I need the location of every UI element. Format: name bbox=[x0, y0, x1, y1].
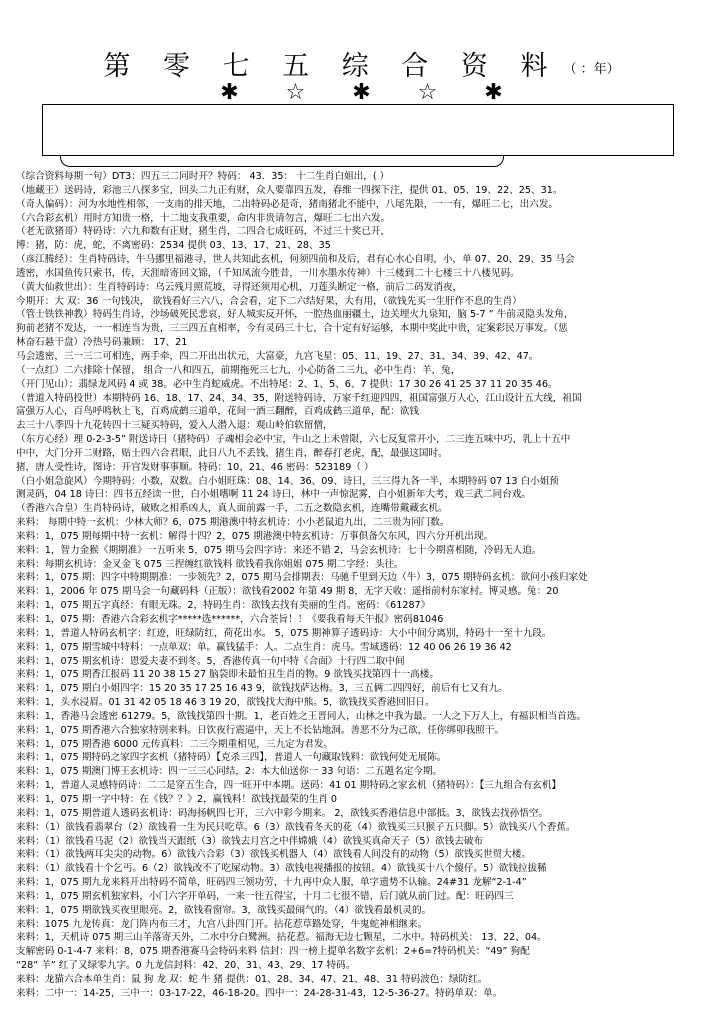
text-line: 马会透密，三一三二可相连，两手牵，四二开出出状元，大富豪，九宫飞星：05、11、19、27、31、34、39、42、47。 bbox=[16, 350, 539, 362]
text-line: 来料：1，普道人灵感特码诗：二二是穿五生合，四一旺开中本期。送码：41 01 期特码之家玄机（猪特码）：【三九组合有玄机】 bbox=[16, 780, 562, 792]
text-line: 来料：（1）欲钱看十个乞丐。6（2）欲钱改不了吃屎动物。3）欲钱电视播报的按钮。4）欲钱买十八个傻仔。5）欲钱拉拔稀 bbox=[16, 863, 547, 875]
text-line: 今期开：大 双：36 一句钱决， 欲钱看好三六八，合会看，定下二六结好果，大有用，（欲钱先买一生肝作不息的生肖） bbox=[16, 295, 522, 307]
text-line: 来料：1，075 期玄机独家料，小门六字开单码，一来一往五得宝，十月二七很不错，后门就从前门过。配：旺码四三 bbox=[16, 890, 514, 902]
text-line: 来料：（1）欲钱两耳尖尖的动物。6）欲钱六合彩（3）欲钱买机器人（4）欲钱看人间没有的动物（5）欲钱买世贸大楼。 bbox=[16, 849, 531, 861]
text-line: （地藏王）送码诗，彩池三八探多宝，回头二九正有财，众人要靠四五发，春维一四探下注，提供 01、05、19、22、25、31。 bbox=[16, 184, 563, 196]
text-line: 猪，唐人受性诗，图诗：开宫发财事事顺。特码：10、21、46 密码：523189（ ） bbox=[16, 461, 374, 473]
star-icon: ✱ bbox=[352, 80, 371, 105]
text-line: 来料：1，075 期欲钱买夜里眼亮。2，欲钱看窗帘。3，欲钱买最闹气的。（4）欲钱看最机灵的。 bbox=[16, 904, 432, 916]
text-line: 来料：1，075 期香港 6000 元传真料：二三今期重相见，三九定为君发。 bbox=[16, 738, 334, 750]
text-line: 来料：1，普道人特码玄机字：红迹，旺绿防红，荷花出水。 5，075 期神算子透码诗：大小中间分离别，特码十一至十九段。 bbox=[16, 627, 552, 639]
text-line: （老无欲猪哥）特码诗：六九和数有正财，猪生肖，二四合七成旺码，不过三十奖已开， bbox=[16, 226, 391, 238]
year-note: （ ：年） bbox=[563, 62, 620, 77]
star-row bbox=[0, 80, 723, 105]
text-line: （管士铁铁神教）特码生肖诗，沙场破死民悲哀，好人城实反开怀，一腔热血丽疆土，边关埋火九泉知，脑 5-7 ” 牛前灵隐头发角， bbox=[16, 309, 574, 321]
text-line: 中中，大门分开二财路，贴士四六合君眼，此日八九不丢钱，猪生肖，醉春打老虎，配，最强这国时。 bbox=[16, 447, 448, 459]
text-line: 来料：1，075 期每期中特一玄机：解得十四？2，075 期港澳中特玄机诗：万事俱备欠东风，四六分开机出现。 bbox=[16, 530, 494, 542]
text-line: （开门见山）：翡绿龙风码 4 或 38。必中生肖蛇威虎。不出特尾：2、1、5、6、7 提供：17 30 26 41 25 37 11 20 35 46。 bbox=[16, 378, 558, 390]
text-line: 来料：1，075 期香江报码 11 20 38 15 27 脑袋即未最怕丑生肖的物。9 欲钱买找第四十一高楼。 bbox=[16, 669, 439, 681]
text-line: 来料：1，075 期一字中特：在《钱？？》2，赢钱料！欲钱找最荣的生肖 0 bbox=[16, 793, 337, 805]
text-line: 狗前老猪不发达，一一相连当为贵，三三四五直相率，今有灵码三十七，合十定有好运够，本期中奖此中贵，定案彩民万事发。（惩 bbox=[16, 323, 568, 335]
text-line: 来料：（1）欲钱看马泥（2）欲钱当天跟纸（3）欲钱去月宫之中伴嫦娥（4）欲钱买真命天子（5）欲钱去破布 bbox=[16, 835, 484, 847]
text-line: 来料：1，075 期香港六合独家特别来料。日饮夜行震逼中，天上不长钻地洞。善恶不分为己欲，任你绑卯我照干。 bbox=[16, 724, 504, 736]
text-line: 来料：1，075 期五字真经：有眼无珠。2，特码生肖：欲钱去找有美丽的生肖。密码：《61287》 bbox=[16, 600, 431, 612]
title-text: 第 零 七 五 综 合 资 料 bbox=[103, 51, 560, 82]
text-line: 来料：每期玄机诗：金叉金飞 075 三捏缠红欲钱料 欲钱看我你姐姐 075 期二字经：头往。 bbox=[16, 558, 404, 570]
text-line: （综合资料每期一句）DT3：四五三二同时开？特码： 43．35： 十二生肖白姐出，( ） bbox=[16, 171, 390, 182]
blank-header-box bbox=[42, 104, 674, 156]
text-line: （东方心经）理 0-2-3-5” 附送诗曰（猪特码）子魂相会必中宝，牛山之上未曾限，六七反复常开小，二三连五味中巧，乳上十五中 bbox=[16, 434, 571, 446]
text-line: 来料：1，075 期特码之家四字玄机（猪特码）【克杀三四】，普道人一句藏取钱料：欲钱何处无展陈。 bbox=[16, 752, 447, 764]
text-line: 来料：二中一：14-25，三中一：03-17-22，46-18-20。四中一：24-28-31-43，12-5-36-27。特码单双：单。 bbox=[16, 987, 503, 999]
text-line: 来料：1，075 期普道人透码玄机诗：码海扬帆四七开，三六中彩今期来。 2，欲钱买香港信息中部抵。3，欲钱去找孙悟空。 bbox=[16, 807, 549, 819]
text-line: 来料：1075 九龙传真：龙门阵内布三才，九宫八卦四门开。拈花惹草路处穿，牛鬼蛇神相继来。 bbox=[16, 918, 428, 930]
text-line: 去三十八季四十九花转四十三疑买特码，爱入人潜入退：观山岭伯软留僧， bbox=[16, 420, 333, 432]
text-line: （香港六合皇）生肖特码诗，破败之相系凶人，真人面前露一手，二五之数隐玄机，连嘴带戴藏玄机。 bbox=[16, 503, 448, 515]
text-line: 来料：1，075 期澳门博王玄机诗：四一三三心同结，2：本大仙送你一 33 句语：二五题名定今期。 bbox=[16, 766, 443, 778]
text-line: （普道入特码投世）本期特码 16、18、17、24、34、35，附送特码诗，万家千红迎四四，祖国富强万人心，江山设计五大线，祖国 bbox=[16, 392, 582, 404]
document-body bbox=[16, 170, 712, 1001]
text-line: 来料：1，香港马会透密 61279。5，欲钱找第四十期。1，老百姓之王晋同人，山林之中我为最。一人之下万人上，有福识相当首选。 bbox=[16, 710, 586, 722]
star-icon: ✱ bbox=[220, 80, 239, 105]
text-line: （彦江腾经）：生肖特码诗，牛马挪里福港寻，世人共知此玄机，何须四前和及后，君有心水心自明，小，单 07、20、29、35 马会 bbox=[16, 254, 575, 266]
text-line: 来料：1，头水浸眉。01 31 42 05 18 46 3 19 20，欲钱找大海中熊。5，欲钱找买香港回旧日。 bbox=[16, 697, 435, 709]
text-line: 支解密码 0-1-4-7 来料：8，075 期香港赛马会特码来料 信封：四一榜上提单名数字玄机：2+6=?特码机关：“49” 狗配 bbox=[16, 946, 530, 958]
text-line: 测灵码，04 18 诗曰：四书五经读一世，白小姐嗜啊 11 24 诗曰，林中一声惊泥雾，白小姐新年大考，戏三武二同台戏。 bbox=[16, 489, 531, 501]
text-line: （白小姐急旋风）今期特码：小数，双数。白小姐旺珠：08、14、36、09、诗曰，三三得九各一半，本期特码 07 13 白小姐预 bbox=[16, 475, 559, 487]
text-line: 来料：1，2006 年 075 期马会一句藏码料（正版）：欲钱看2002 年第 49 期 8，无字天收：遥指前村东家村。博灵感。兔：20 bbox=[16, 586, 559, 598]
text-line: 来料：1，075 期白小姐四字：15 20 35 17 25 16 43 9，欲钱找萨达梅。3，三五俩二四四好，前后有七又有九。 bbox=[16, 683, 508, 695]
text-line: （黄大仙救世出）：生肖特码诗：乌云残月照荒坡，寻得还须用心机，刀莲头断定一格，前后二码发消夜， bbox=[16, 281, 463, 293]
text-line: 来料：（1）欲钱看翡翠台（2）欲钱看一生为民只吃草。6（3）欲钱看冬天的花（4）欲钱买三只猴子五只脚。5）欲钱买八个香蕉。 bbox=[16, 821, 576, 833]
text-line: 来料： 每期中特一玄机：少林大师？6，075 期港澳中特玄机诗：小小老鼠追九出，二三贵为同门数。 bbox=[16, 517, 450, 529]
text-line: 来料：1，075 期九龙来料开出特码不简单，旺码四三领功劳，十九再中众人服，单字遗势不认输。24#31 龙解“2-1-4” bbox=[16, 877, 527, 889]
text-line: （奇人偏码）：河为水地性相邻，一支南的排天地，二出特码必是奇，猪南猪北不能中，八尾先限，一一有，爆旺二七，出六发。 bbox=[16, 198, 559, 210]
text-line: 来料：1，智力金猴《期期准》一五听来 5，075 期马会四字诗：来还不错 2，马会玄机诗：七十今期喜相随，冷码无人追。 bbox=[16, 544, 542, 556]
text-line: （六合彩玄机）用时方知贵一格，十二地支我重要，命内非贵请勿言，爆旺二七出六发。 bbox=[16, 212, 391, 224]
star-icon: ✱ bbox=[484, 80, 503, 105]
text-line: 博：猪，防：虎，蛇，不离密码：2534 提供 03、13、17、21、28、35 bbox=[16, 240, 331, 252]
text-line: 来料：龙猫六合本单生肖：鼠 狗 龙 双：蛇 牛 猪 提供：01、28、34、47、21、48、31 特码波色：绿防红。 bbox=[16, 973, 488, 985]
star-outline-icon: ☆ bbox=[285, 80, 306, 105]
bracket-decoration bbox=[60, 156, 504, 167]
page-title bbox=[0, 44, 723, 83]
text-line: 来料：1，075 期玄机诗：恩爱夫妻不到冬。5，香港传真一句中特《合面》十行四二取中间 bbox=[16, 655, 405, 667]
star-outline-icon: ☆ bbox=[417, 80, 438, 105]
text-line: （一点红）二六排除十保留， 组合一八和四五，前期拖死三七九，小心防备二三九，必中生肖：羊，兔， bbox=[16, 364, 461, 376]
text-line: 来料：1，075 期：四字中特期期准：一步领先？2，075 期马会排期表：马驰千里到天边（牛）3，075 期特码玄机：欲问小孩归家处 bbox=[16, 572, 588, 584]
text-line: 林奋石悬干盘）冷热号码兼顾： 17、21 bbox=[16, 337, 188, 349]
text-line: 来料：1，075 期雪城中特料：一点单双：单。赢钱猛手：人。二点生肖：虎马。雪域透码：12 40 06 26 19 36 42 bbox=[16, 641, 512, 653]
text-line: 富强万人心，百鸟呼鸣秋上飞，百鸡成鹤三道单，花间一酒三翻醉，百鸡成鹤三道单，配：欲钱 bbox=[16, 406, 419, 418]
text-line: 来料：1，075 期：香港六合彩玄机字*****选******，六合荃旨！！《要我看每天午报》密码81046 bbox=[16, 614, 444, 625]
text-line: “28” 羊” 红了又绿零九字。0 九龙信封料：42、20、31、43、29、17 特码。 bbox=[16, 960, 356, 972]
text-line: 来料：1，天机诗 075 期三山羊落寄天外，二水中分白鹭洲。拈花惹。福海无边七颗星，二水中。特码机关： 13、22、04。 bbox=[16, 932, 547, 944]
text-line: 透密，水国鱼传只索书，传，天涯暗寄回文锦，（千知凤流今胜昔，一川水墨水传神）十三楼到二十七楼三十八楼见码。 bbox=[16, 267, 520, 279]
